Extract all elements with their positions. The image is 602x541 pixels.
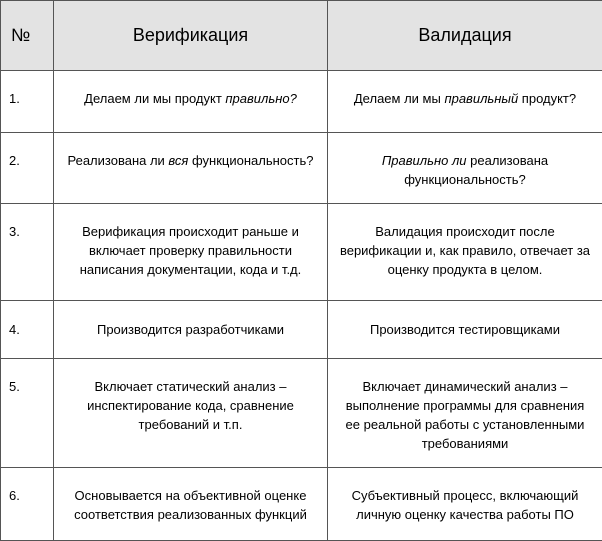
- row-number: 6.: [1, 468, 54, 541]
- validation-cell: Включает динамический анализ – выполнение программы для сравнения ее реальной работы с установленными требованиями: [328, 359, 602, 468]
- table-row: [1, 468, 602, 541]
- validation-cell: Субъективный процесс, включающий личную оценку качества работы ПО: [328, 468, 602, 541]
- table-row: [1, 133, 602, 204]
- table-row: [1, 359, 602, 468]
- verification-cell: Верификация происходит раньше и включает проверку правильности написания документации, кода и т.д.: [54, 204, 328, 301]
- verification-cell: Реализована ли вся функциональность?: [54, 133, 328, 204]
- header-number: №: [1, 1, 54, 71]
- table-row: [1, 301, 602, 359]
- row-number: 2.: [1, 133, 54, 204]
- table-header-row: [1, 1, 602, 71]
- row-number: 4.: [1, 301, 54, 359]
- verification-cell: Включает статический анализ – инспектирование кода, сравнение требований и т.п.: [54, 359, 328, 468]
- header-verification: Верификация: [54, 1, 328, 71]
- table-row: [1, 71, 602, 133]
- row-number: 3.: [1, 204, 54, 301]
- verification-cell: Делаем ли мы продукт правильно?: [54, 71, 328, 133]
- verification-cell: Производится разработчиками: [54, 301, 328, 359]
- validation-cell: Производится тестировщиками: [328, 301, 602, 359]
- table-row: [1, 204, 602, 301]
- header-validation: Валидация: [328, 1, 602, 71]
- validation-cell: Валидация происходит после верификации и, как правило, отвечает за оценку продукта в целом.: [328, 204, 602, 301]
- row-number: 1.: [1, 71, 54, 133]
- validation-cell: Делаем ли мы правильный продукт?: [328, 71, 602, 133]
- verification-cell: Основывается на объективной оценке соответствия реализованных функций: [54, 468, 328, 541]
- row-number: 5.: [1, 359, 54, 468]
- validation-cell: Правильно ли реализована функциональность?: [328, 133, 602, 204]
